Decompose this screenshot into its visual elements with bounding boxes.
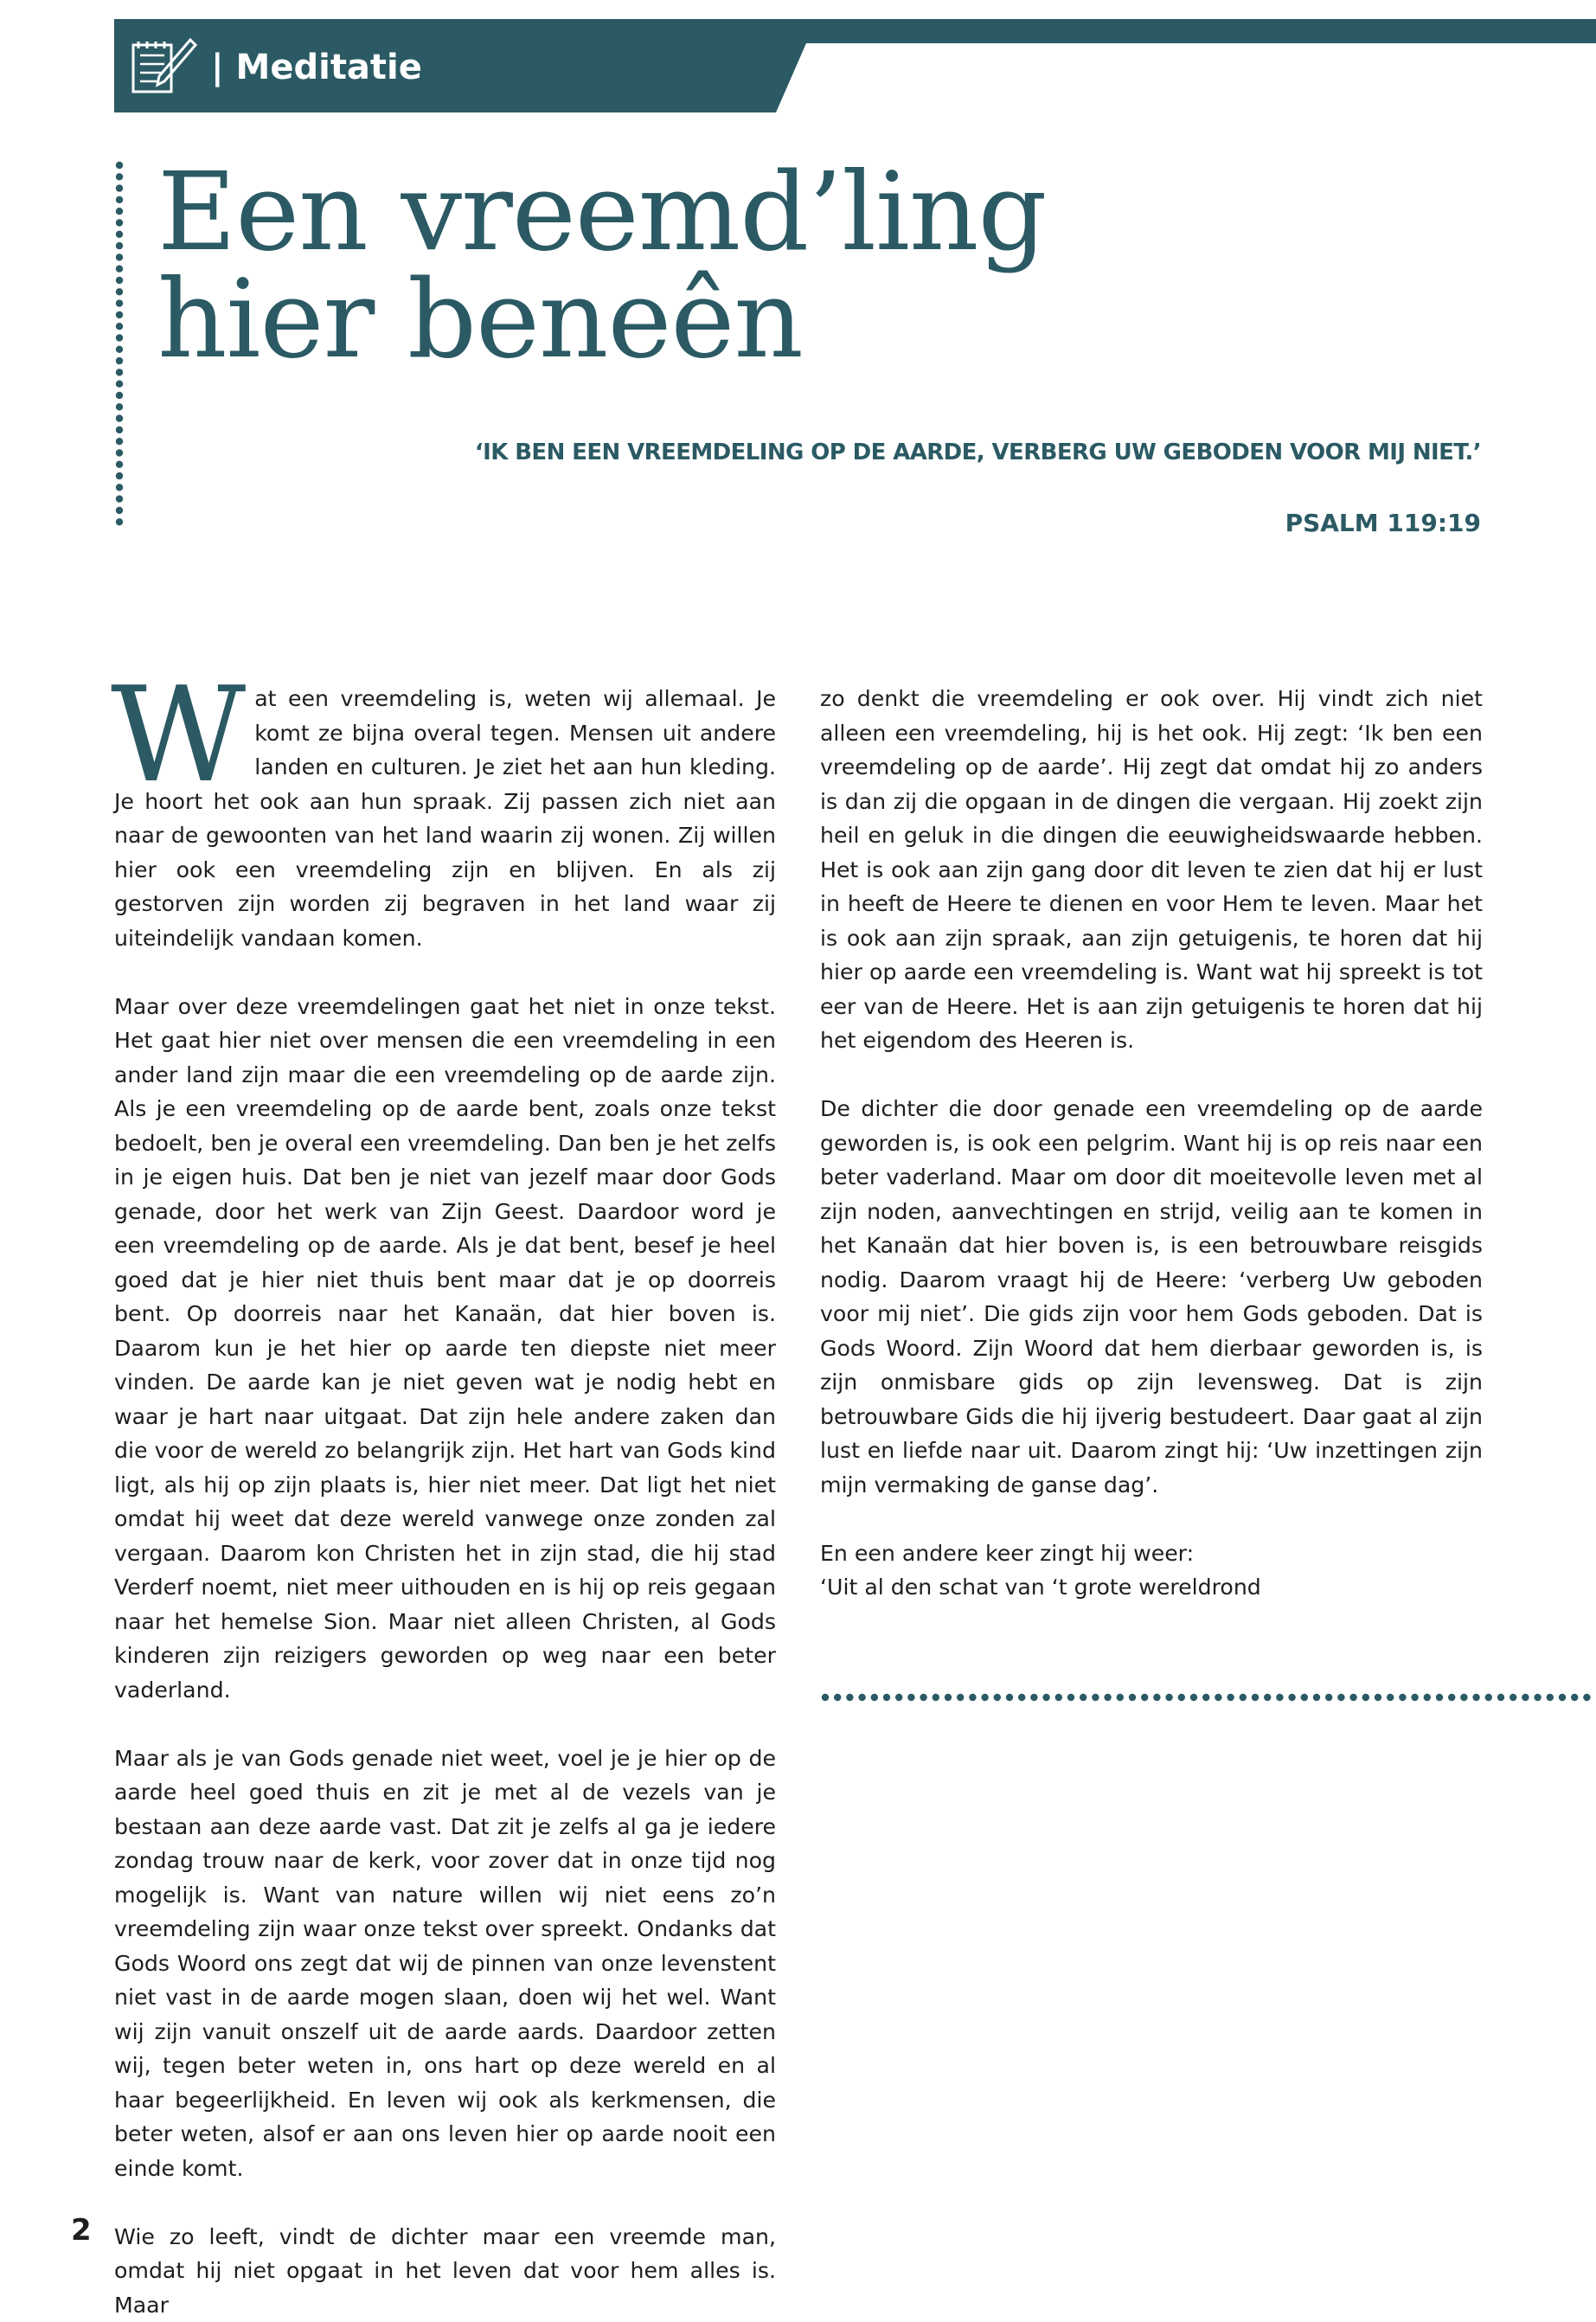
dot — [920, 1694, 926, 1701]
dot — [895, 1694, 902, 1701]
dot — [933, 1694, 939, 1701]
dot — [1349, 1694, 1356, 1701]
dot — [1301, 1694, 1308, 1701]
horizontal-dotted-rule — [820, 1691, 1596, 1703]
dot — [1080, 1694, 1086, 1701]
dot — [1448, 1694, 1455, 1701]
article-column-right — [820, 682, 1483, 1605]
paragraph-1-text: at een vreemdeling is, weten wij allemaal. Je komt ze bijna overal tegen. Mensen uit andere landen en culturen. Je ziet het aan hun kleding. Je hoort het ook aan hun spraak. Zij passen zich niet aan naar de gewoonten van het land waarin zij wonen. Zij willen hier ook een vreemdeling zijn en blijven. En als zij gestorven zijn worden zij begraven in het land waar zij uiteindelijk vandaan komen. — [114, 686, 776, 951]
article-title-line-1: Een vreemd’ling — [157, 159, 1047, 266]
dot — [1129, 1694, 1136, 1701]
dot — [116, 196, 123, 203]
paragraph-4: Wie zo leeft, vindt de dichter maar een vreemde man, omdat hij niet opgaat in het leven dat voor hem alles is. Maar — [114, 2220, 776, 2322]
dot — [1387, 1694, 1394, 1701]
dot — [1362, 1694, 1369, 1701]
section-label: | Meditatie — [211, 42, 422, 93]
page-number: 2 — [71, 2213, 92, 2248]
dot — [116, 496, 123, 503]
scripture-quote: ‘IK BEN EEN VREEMDELING OP DE AARDE, VERBERG UW GEBODEN VOOR MIJ NIET.’ — [475, 439, 1481, 465]
dot — [1006, 1694, 1013, 1701]
dot — [1313, 1694, 1320, 1701]
dot — [116, 346, 123, 353]
dot — [822, 1694, 829, 1701]
dot — [116, 484, 123, 491]
dot — [1240, 1694, 1247, 1701]
dot — [1264, 1694, 1271, 1701]
scripture-reference: PSALM 119:19 — [1285, 509, 1481, 537]
dot — [1547, 1694, 1554, 1701]
dot — [116, 461, 123, 468]
dot — [1190, 1694, 1197, 1701]
dot — [116, 277, 123, 284]
dot — [1030, 1694, 1037, 1701]
dot — [116, 369, 123, 375]
paragraph-7 — [820, 1536, 1483, 1605]
dot — [1472, 1694, 1479, 1701]
dot — [116, 231, 123, 238]
dot — [116, 414, 123, 421]
dot — [957, 1694, 964, 1701]
dot — [1153, 1694, 1160, 1701]
article-title — [157, 159, 1047, 374]
dot — [116, 438, 123, 445]
dot — [116, 266, 123, 273]
dot — [945, 1694, 952, 1701]
dropcap: W — [111, 687, 246, 784]
dot — [116, 449, 123, 456]
dot — [1018, 1694, 1025, 1701]
paragraph-7-line-1: En een andere keer zingt hij weer: — [820, 1541, 1194, 1566]
section-header — [114, 0, 1596, 112]
dot — [116, 323, 123, 330]
dot — [1571, 1694, 1578, 1701]
dot — [1178, 1694, 1185, 1701]
dot — [1497, 1694, 1504, 1701]
dot — [1117, 1694, 1124, 1701]
dot — [1509, 1694, 1516, 1701]
notepad-pen-icon — [130, 36, 197, 97]
dot — [116, 381, 123, 388]
dot — [1583, 1694, 1590, 1701]
dot — [1460, 1694, 1467, 1701]
dot — [1411, 1694, 1418, 1701]
dot — [1534, 1694, 1541, 1701]
dot — [1042, 1694, 1049, 1701]
paragraph-1 — [114, 682, 776, 955]
dot — [1522, 1694, 1529, 1701]
dot — [1485, 1694, 1492, 1701]
dot — [1252, 1694, 1259, 1701]
dot — [969, 1694, 976, 1701]
dot — [1092, 1694, 1099, 1701]
dot — [116, 518, 123, 525]
vertical-dotted-rule — [114, 161, 125, 533]
paragraph-3: Maar als je van Gods genade niet weet, voel je je hier op de aarde heel goed thuis en zit je met al de vezels van je bestaan aan deze aarde vast. Dat zit je zelfs al ga je iedere zondag trouw naar de kerk, voor zover dat in onze tijd nog mogelijk is. Want van nature willen wij niet eens zo’n vreemdeling zijn waar onze tekst over spreekt. Ondanks dat Gods Woord ons zegt dat wij de pinnen van onze levenstent niet vast in de aarde mogen slaan, doen wij het wel. Want wij zijn vanuit onszelf uit de aarde aards. Daardoor zetten wij, tegen beter weten in, ons hart op deze wereld en al haar begeerlijkheid. En leven wij ook als kerkmensen, die beter weten, alsof er aan ons leven hier op aarde nooit een einde komt. — [114, 1742, 776, 2186]
dot — [1399, 1694, 1406, 1701]
dot — [1288, 1694, 1295, 1701]
dot — [1424, 1694, 1431, 1701]
dot — [1055, 1694, 1062, 1701]
dot — [116, 173, 123, 180]
dot — [116, 403, 123, 410]
dot — [116, 392, 123, 399]
dot — [994, 1694, 1001, 1701]
dot — [116, 334, 123, 341]
dot — [116, 472, 123, 479]
dot — [116, 208, 123, 215]
dot — [1337, 1694, 1344, 1701]
paragraph-7-line-2: ‘Uit al den schat van ‘t grote wereldrond — [820, 1575, 1261, 1600]
dot — [116, 311, 123, 318]
paragraph-2: Maar over deze vreemdelingen gaat het niet in onze tekst. Het gaat hier niet over mensen die een vreemdeling in een ander land zijn maar die een vreemdeling op de aarde zijn. Als je een vreemdeling op de aarde bent, zoals onze tekst bedoelt, ben je overal een vreemdeling. Dan ben je het zelfs in je eigen huis. Dat ben je niet van jezelf maar door Gods genade, door het werk van Zijn Geest. Daardoor word je een vreemdeling op de aarde. Als je dat bent, besef je heel goed dat je hier niet thuis bent maar dat je op doorreis bent. Op doorreis naar het Kanaän, dat hier boven is. Daarom kun je het hier op aarde ten diepste niet meer vinden. De aarde kan je niet geven wat je nodig hebt en waar je hart naar uitgaat. Dat zijn hele andere zaken dan die voor de wereld zo belangrijk zijn. Het hart van Gods kind ligt, als hij op zijn plaats is, hier niet meer. Dat ligt het niet omdat hij weet dat deze wereld vanwege onze zonden zal vergaan. Daarom kon Christen het in zijn stad, die hij stad Verderf noemt, niet meer uithouden en is hij op reis gegaan naar het hemelse Sion. Maar niet alleen Christen, al Gods kinderen zijn reizigers geworden op weg naar een beter vaderland. — [114, 990, 776, 1708]
dot — [1141, 1694, 1148, 1701]
dot — [116, 427, 123, 433]
dot — [1375, 1694, 1381, 1701]
dot — [1436, 1694, 1443, 1701]
dot — [1559, 1694, 1566, 1701]
dot — [846, 1694, 853, 1701]
article-column-left — [114, 682, 776, 2322]
dot — [116, 299, 123, 306]
dot — [116, 242, 123, 249]
dot — [1227, 1694, 1234, 1701]
dot — [116, 357, 123, 364]
dot — [907, 1694, 914, 1701]
dot — [1202, 1694, 1209, 1701]
dot — [116, 184, 123, 191]
paragraph-5: zo denkt die vreemdeling er ook over. Hij vindt zich niet alleen een vreemdeling, hij is het ook. Hij zegt: ‘Ik ben een vreemdeling op de aarde’. Hij zegt dat omdat hij zo anders is dan zij die opgaan in de dingen die vergaan. Hij zoekt zijn heil en geluk in die dingen die eeuwigheidswaarde hebben. Het is ook aan zijn gang door dit leven te zien dat hij er lust in heeft de Heere te dienen en voor Hem te leven. Maar het is ook aan zijn spraak, aan zijn getuigenis, te horen dat hij hier op aarde een vreemdeling is. Want wat hij spreekt is tot eer van de Heere. Het is aan zijn getuigenis te horen dat hij het eigendom des Heeren is. — [820, 682, 1483, 1058]
dot — [1215, 1694, 1221, 1701]
dot — [834, 1694, 841, 1701]
dot — [116, 253, 123, 260]
dot — [1325, 1694, 1332, 1701]
dot — [1104, 1694, 1111, 1701]
article-title-line-2: hier beneên — [157, 266, 1047, 374]
dot — [981, 1694, 988, 1701]
dot — [1165, 1694, 1172, 1701]
dot — [883, 1694, 890, 1701]
dot — [1276, 1694, 1283, 1701]
dot — [858, 1694, 865, 1701]
dot — [116, 162, 123, 169]
dot — [1067, 1694, 1074, 1701]
dot — [116, 507, 123, 514]
dot — [871, 1694, 878, 1701]
paragraph-6: De dichter die door genade een vreemdeling op de aarde geworden is, is ook een pelgrim. Want hij is op reis naar een beter vaderland. Maar om door dit moeitevolle leven met al zijn noden, aanvechtingen en strijd, veilig aan te komen in het Kanaän dat hier boven is, is een betrouwbare reisgids nodig. Daarom vraagt hij de Heere: ‘verberg Uw geboden voor mij niet’. Die gids zijn voor hem Gods geboden. Dat is Gods Woord. Zijn Woord dat hem dierbaar geworden is, is zijn onmisbare gids op zijn levensweg. Dat is zijn betrouwbare Gids die hij ijverig bestudeert. Daar gaat al zijn lust en liefde naar uit. Daarom zingt hij: ‘Uw inzettingen zijn mijn vermaking de ganse dag’. — [820, 1092, 1483, 1502]
dot — [116, 288, 123, 295]
dot — [116, 219, 123, 226]
